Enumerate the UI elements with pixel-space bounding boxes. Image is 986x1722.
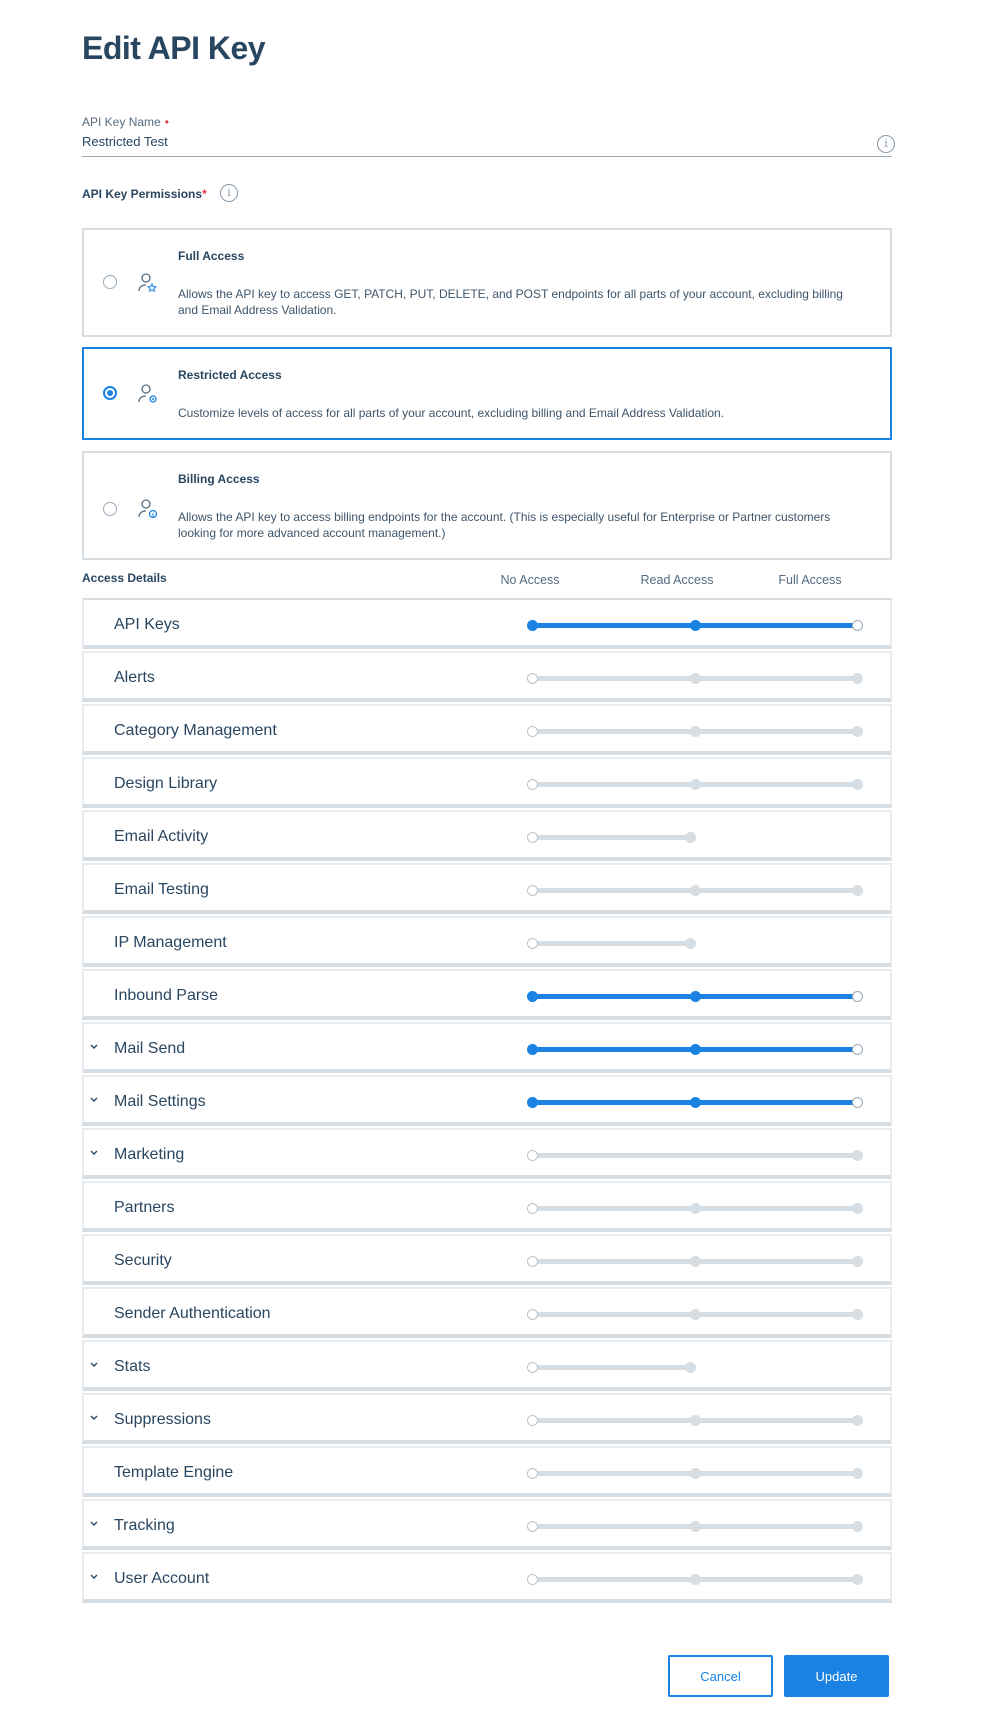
access-row-label: Mail Send [114,1040,186,1057]
slider-stop-no-access[interactable] [527,1150,538,1161]
slider-track[interactable] [532,835,690,840]
col-no-access: No Access [500,573,560,587]
billing-access-title: Billing Access [178,472,260,486]
slider-stop-no-access[interactable] [527,673,538,684]
slider-stop-full-access[interactable] [852,885,863,896]
access-row-label: Template Engine [114,1464,234,1481]
access-row [82,863,892,914]
slider-stop-read-access[interactable] [690,779,701,790]
slider-stop-no-access[interactable] [527,1574,538,1585]
access-row-label: Sender Authentication [114,1305,271,1322]
slider-stop-read-access[interactable] [690,673,701,684]
slider-stop-no-access[interactable] [527,885,538,896]
slider-stop-no-access[interactable] [527,938,538,949]
slider-track[interactable] [532,941,690,946]
slider-stop-full-access[interactable] [852,991,863,1002]
slider-stop-read-access[interactable] [690,1203,701,1214]
access-details-list [82,598,892,1605]
access-row-label: Email Activity [114,828,209,845]
slider-stop-no-access[interactable] [527,1203,538,1214]
chevron-down-icon[interactable] [89,1149,99,1157]
slider-stop-no-access[interactable] [527,991,538,1002]
slider-stop-read-access[interactable] [690,991,701,1002]
access-row [82,757,892,808]
col-read-access: Read Access [640,573,714,587]
slider-stop-read-access[interactable] [690,885,701,896]
access-row-label: Alerts [114,669,155,686]
slider-stop-no-access[interactable] [527,1362,538,1373]
slider-stop-read-access[interactable] [690,1521,701,1532]
access-row [82,651,892,702]
option-full-access[interactable] [82,228,892,337]
slider-stop-no-access[interactable] [527,779,538,790]
slider-stop-read-access[interactable] [690,1574,701,1585]
access-row-label: IP Management [114,934,227,951]
full-access-radio[interactable] [103,275,117,289]
slider-stop-full-access[interactable] [852,1097,863,1108]
slider-stop-full-access[interactable] [852,620,863,631]
access-row [82,969,892,1020]
access-row-label: Suppressions [114,1411,211,1428]
access-row-label: Tracking [114,1517,175,1534]
access-row [82,1552,892,1603]
access-row [82,1022,892,1073]
slider-track[interactable] [532,1153,857,1158]
page-title: Edit API Key [82,30,266,66]
access-row [82,704,892,755]
access-row [82,916,892,967]
user-dollar-icon [137,498,159,520]
access-row [82,810,892,861]
slider-stop-no-access[interactable] [527,1309,538,1320]
option-restricted-access[interactable] [82,347,892,440]
slider-stop-read-access[interactable] [690,726,701,737]
slider-stop-read-access[interactable] [685,832,696,843]
slider-stop-no-access[interactable] [527,620,538,631]
access-row-label: Email Testing [114,881,209,898]
access-row-label: Design Library [114,775,218,792]
chevron-down-icon[interactable] [89,1361,99,1369]
user-gear-icon [137,383,159,405]
slider-stop-no-access[interactable] [527,726,538,737]
slider-stop-full-access[interactable] [852,779,863,790]
access-row-label: User Account [114,1570,210,1587]
access-row [82,1234,892,1285]
slider-stop-no-access[interactable] [527,1468,538,1479]
svg-text:$: $ [151,512,155,519]
slider-stop-read-access[interactable] [685,1362,696,1373]
access-row [82,1499,892,1550]
slider-stop-read-access[interactable] [852,1150,863,1161]
billing-access-description: Allows the API key to access billing endpoints for the account. (This is especially useful for Enterprise or Partner customers looking for more advanced account management.) [178,510,831,540]
chevron-down-icon[interactable] [89,1573,99,1581]
full-access-description: Allows the API key to access GET, PATCH, PUT, DELETE, and POST endpoints for all parts of your account, excluding billing and Email Address Validation. [178,287,843,317]
access-row [82,598,892,649]
access-row-label: Mail Settings [114,1093,206,1110]
slider-stop-no-access[interactable] [527,1256,538,1267]
permissions-info-icon[interactable]: i [220,184,238,202]
access-row-label: Category Management [114,722,277,739]
slider-stop-full-access[interactable] [852,1468,863,1479]
chevron-down-icon[interactable] [89,1043,99,1051]
restricted-access-description: Customize levels of access for all parts of your account, excluding billing and Email Address Validation. [178,406,725,420]
access-row-label: Security [114,1252,172,1269]
chevron-down-icon[interactable] [89,1520,99,1528]
access-details-label: Access Details [82,571,167,585]
permissions-label: API Key Permissions* [82,187,207,201]
slider-stop-no-access[interactable] [527,832,538,843]
slider-stop-full-access[interactable] [852,726,863,737]
access-row [82,1393,892,1444]
access-row [82,1075,892,1126]
slider-stop-read-access[interactable] [690,1309,701,1320]
access-row-label: Partners [114,1199,175,1216]
slider-stop-read-access[interactable] [690,620,701,631]
access-row [82,1446,892,1497]
chevron-down-icon[interactable] [89,1414,99,1422]
restricted-access-radio[interactable] [103,386,117,400]
access-row-label: Stats [114,1358,151,1375]
api-key-name-label: API Key Name • [82,115,169,129]
chevron-down-icon[interactable] [89,1096,99,1104]
slider-stop-full-access[interactable] [852,1309,863,1320]
cancel-button[interactable]: Cancel [668,1655,773,1697]
slider-stop-read-access[interactable] [690,1044,701,1055]
access-row-label: Marketing [114,1146,185,1163]
slider-stop-full-access[interactable] [852,1415,863,1426]
billing-access-radio[interactable] [103,502,117,516]
slider-stop-no-access[interactable] [527,1415,538,1426]
option-billing-access[interactable] [82,451,892,560]
update-button[interactable]: Update [784,1655,889,1697]
slider-stop-no-access[interactable] [527,1521,538,1532]
slider-stop-read-access[interactable] [685,938,696,949]
slider-stop-read-access[interactable] [690,1097,701,1108]
slider-stop-no-access[interactable] [527,1044,538,1055]
access-row [82,1128,892,1179]
slider-stop-full-access[interactable] [852,1256,863,1267]
slider-stop-full-access[interactable] [852,1521,863,1532]
slider-stop-full-access[interactable] [852,673,863,684]
slider-stop-read-access[interactable] [690,1256,701,1267]
info-icon[interactable]: i [877,135,895,153]
user-star-icon [137,272,159,294]
access-row-label: Inbound Parse [114,987,219,1004]
col-full-access: Full Access [778,573,842,587]
restricted-access-title: Restricted Access [178,368,282,382]
access-row [82,1340,892,1391]
access-row [82,1181,892,1232]
slider-stop-no-access[interactable] [527,1097,538,1108]
api-key-name-input[interactable]: Restricted Test [82,134,892,157]
access-row [82,1287,892,1338]
slider-track[interactable] [532,1365,690,1370]
slider-stop-read-access[interactable] [690,1468,701,1479]
full-access-title: Full Access [178,249,245,263]
slider-stop-full-access[interactable] [852,1574,863,1585]
access-row-label: API Keys [114,616,180,633]
slider-stop-full-access[interactable] [852,1203,863,1214]
slider-stop-read-access[interactable] [690,1415,701,1426]
slider-stop-full-access[interactable] [852,1044,863,1055]
